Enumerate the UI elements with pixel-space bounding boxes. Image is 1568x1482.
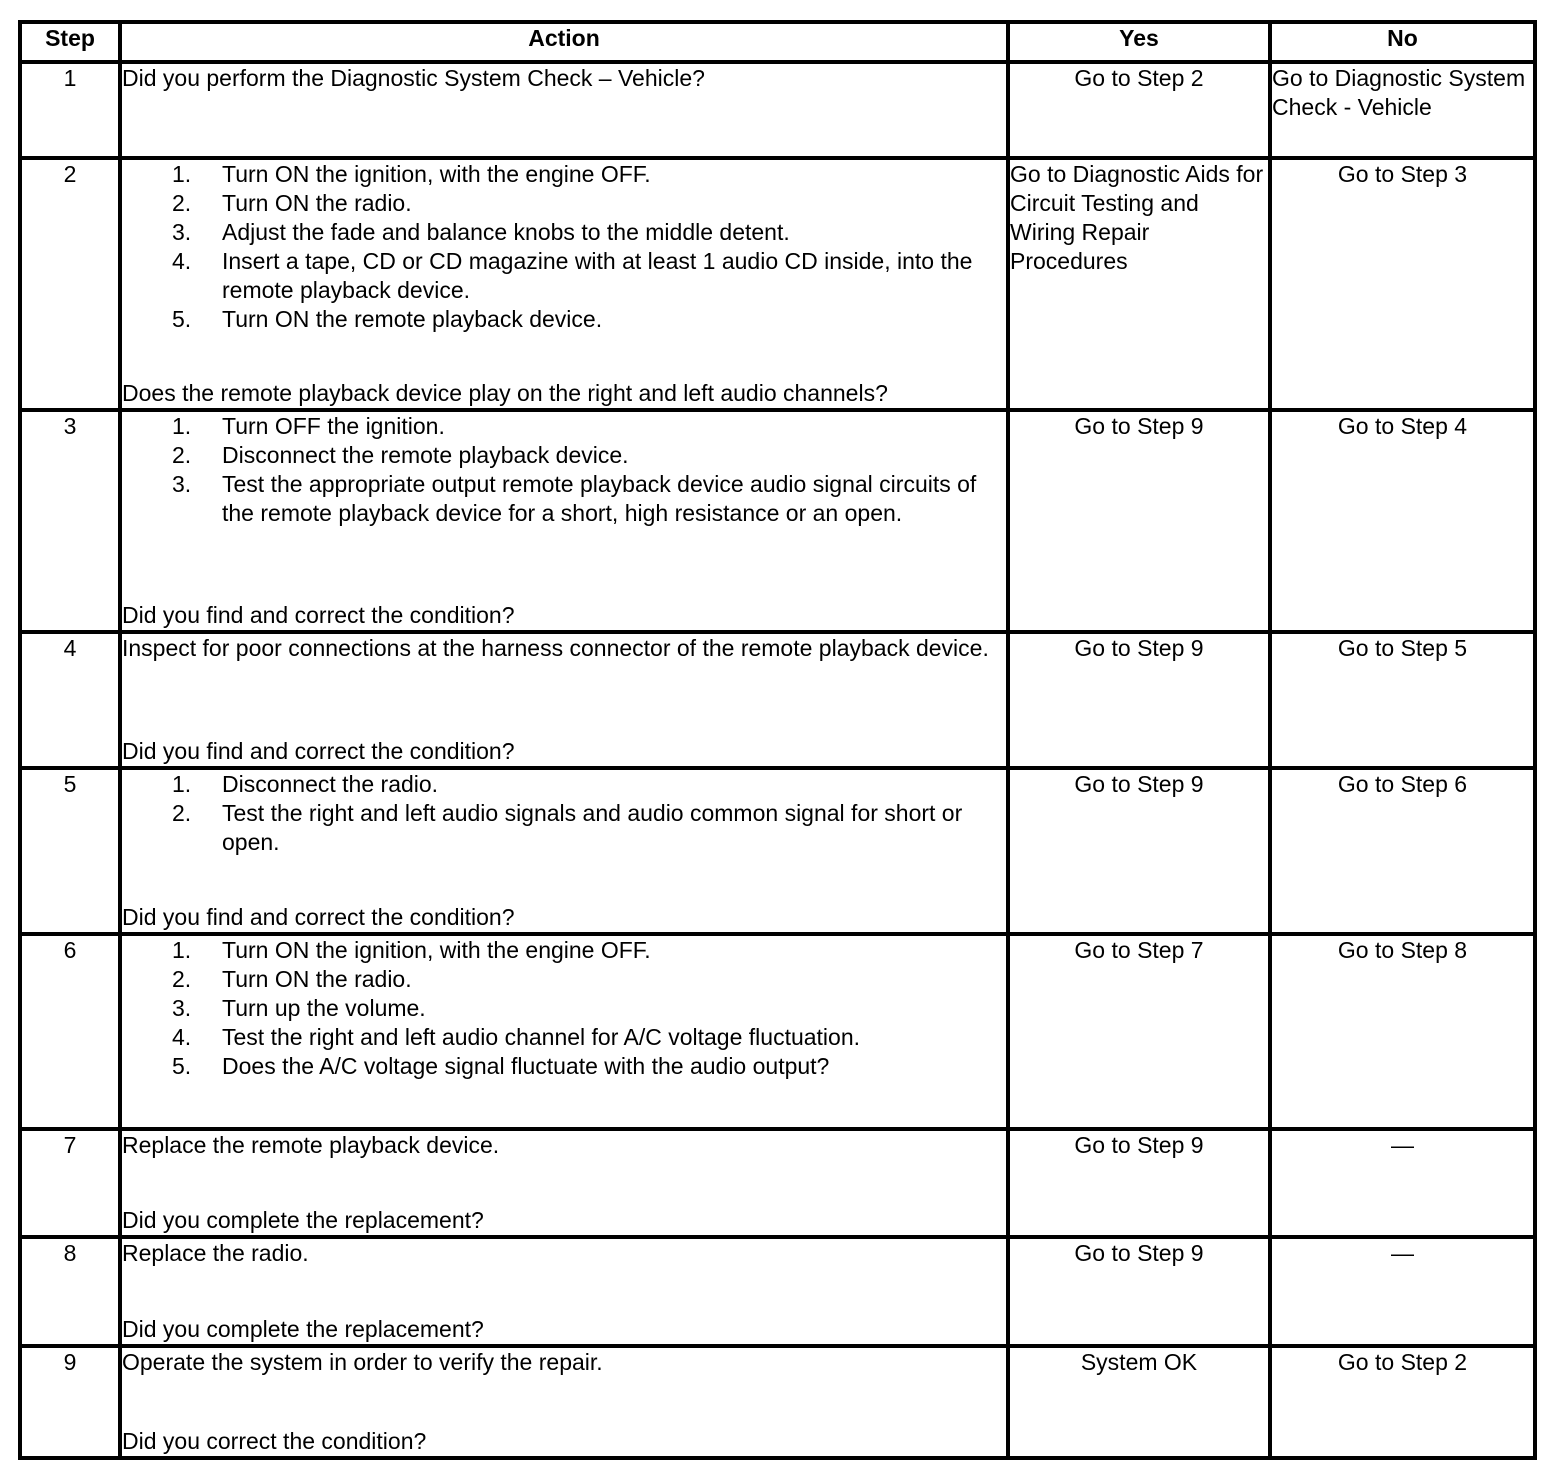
action-cell — [120, 1237, 1008, 1346]
list-item-text: Turn ON the remote playback device. — [222, 306, 603, 332]
action-question: Did you find and correct the condition? — [122, 602, 515, 628]
table-row — [20, 410, 1535, 632]
list-item-number: 2. — [172, 966, 192, 992]
action-cell — [120, 768, 1008, 934]
list-item-text: Test the appropriate output remote playback device audio signal circuits of the remote playback device for a short, high resistance or an open. — [222, 471, 977, 526]
list-item-number: 5. — [172, 1053, 192, 1079]
action-content — [122, 634, 1006, 766]
action-cell — [120, 1346, 1008, 1458]
list-item-number: 2. — [172, 190, 192, 216]
step-number: 9 — [20, 1346, 120, 1458]
table-row — [20, 158, 1535, 410]
no-result: Go to Step 2 — [1270, 1346, 1535, 1458]
action-top — [122, 634, 1006, 663]
list-item-text: Test the right and left audio signals and audio common signal for short or open. — [222, 800, 963, 855]
list-item-text: Turn ON the ignition, with the engine OFF. — [222, 161, 651, 187]
action-content — [122, 64, 1006, 156]
action-text: Replace the radio. — [122, 1240, 309, 1266]
action-top — [122, 936, 1006, 1081]
list-item — [172, 1023, 1006, 1052]
action-cell — [120, 1129, 1008, 1237]
list-item — [172, 412, 1006, 441]
table-row — [20, 1346, 1535, 1458]
list-item-text: Insert a tape, CD or CD magazine with at least 1 audio CD inside, into the remote playback device. — [222, 248, 973, 303]
list-item — [172, 218, 1006, 247]
no-result: Go to Step 5 — [1270, 632, 1535, 768]
list-item-number: 1. — [172, 161, 192, 187]
list-item — [172, 770, 1006, 799]
list-item-number: 5. — [172, 306, 192, 332]
list-item-number: 1. — [172, 937, 192, 963]
list-item — [172, 799, 1006, 857]
step-number: 2 — [20, 158, 120, 410]
step-number: 7 — [20, 1129, 120, 1237]
list-item-number: 3. — [172, 995, 192, 1021]
list-item — [172, 189, 1006, 218]
list-item-text: Adjust the fade and balance knobs to the middle detent. — [222, 219, 790, 245]
no-result: Go to Step 4 — [1270, 410, 1535, 632]
action-content — [122, 160, 1006, 408]
action-text: Operate the system in order to verify the repair. — [122, 1349, 603, 1375]
list-item-number: 4. — [172, 1024, 192, 1050]
list-item-text: Turn up the volume. — [222, 995, 426, 1021]
action-top — [122, 1239, 1006, 1268]
action-question: Did you correct the condition? — [122, 1428, 427, 1454]
action-list — [122, 160, 1006, 334]
list-item — [172, 247, 1006, 305]
no-result: — — [1270, 1129, 1535, 1237]
yes-result: Go to Step 9 — [1008, 410, 1270, 632]
action-top — [122, 1131, 1006, 1160]
list-item-text: Test the right and left audio channel for A/C voltage fluctuation. — [222, 1024, 861, 1050]
list-item-number: 1. — [172, 771, 192, 797]
yes-result: Go to Step 9 — [1008, 632, 1270, 768]
list-item-text: Turn ON the radio. — [222, 966, 412, 992]
step-number: 5 — [20, 768, 120, 934]
action-list — [122, 412, 1006, 528]
no-result: Go to Diagnostic System Check - Vehicle — [1270, 62, 1535, 158]
no-result: Go to Step 6 — [1270, 768, 1535, 934]
yes-result: Go to Diagnostic Aids for Circuit Testing and Wiring Repair Procedures — [1008, 158, 1270, 410]
action-question: Did you complete the replacement? — [122, 1316, 484, 1342]
list-item — [172, 965, 1006, 994]
action-cell — [120, 62, 1008, 158]
list-item-text: Turn ON the radio. — [222, 190, 412, 216]
list-item-number: 2. — [172, 442, 192, 468]
table-row — [20, 632, 1535, 768]
action-content — [122, 770, 1006, 932]
table-row — [20, 934, 1535, 1129]
action-text: Did you perform the Diagnostic System Check – Vehicle? — [122, 65, 705, 91]
yes-result: System OK — [1008, 1346, 1270, 1458]
action-content — [122, 412, 1006, 630]
table-row — [20, 768, 1535, 934]
action-cell — [120, 410, 1008, 632]
header-step: Step — [20, 22, 120, 62]
table-row — [20, 1129, 1535, 1237]
header-action: Action — [120, 22, 1008, 62]
no-result: Go to Step 8 — [1270, 934, 1535, 1129]
yes-result: Go to Step 9 — [1008, 1129, 1270, 1237]
action-content — [122, 936, 1006, 1127]
header-no: No — [1270, 22, 1535, 62]
action-content — [122, 1348, 1006, 1456]
list-item — [172, 994, 1006, 1023]
action-top — [122, 412, 1006, 528]
yes-result: Go to Step 9 — [1008, 768, 1270, 934]
list-item — [172, 936, 1006, 965]
action-text: Replace the remote playback device. — [122, 1132, 500, 1158]
header-yes: Yes — [1008, 22, 1270, 62]
action-list — [122, 936, 1006, 1081]
step-number: 4 — [20, 632, 120, 768]
table-row — [20, 1237, 1535, 1346]
list-item-text: Turn ON the ignition, with the engine OFF. — [222, 937, 651, 963]
step-number: 8 — [20, 1237, 120, 1346]
action-cell — [120, 632, 1008, 768]
step-number: 6 — [20, 934, 120, 1129]
list-item-number: 3. — [172, 219, 192, 245]
list-item-number: 2. — [172, 800, 192, 826]
action-list — [122, 770, 1006, 857]
action-content — [122, 1131, 1006, 1235]
action-question: Did you complete the replacement? — [122, 1207, 484, 1233]
list-item-text: Disconnect the remote playback device. — [222, 442, 629, 468]
step-number: 1 — [20, 62, 120, 158]
no-result: Go to Step 3 — [1270, 158, 1535, 410]
action-cell — [120, 934, 1008, 1129]
list-item — [172, 1052, 1006, 1081]
action-question: Did you find and correct the condition? — [122, 904, 515, 930]
action-cell — [120, 158, 1008, 410]
list-item — [172, 470, 1006, 528]
list-item-number: 4. — [172, 248, 192, 274]
action-question: Does the remote playback device play on the right and left audio channels? — [122, 380, 888, 406]
yes-result: Go to Step 7 — [1008, 934, 1270, 1129]
list-item-text: Turn OFF the ignition. — [222, 413, 445, 439]
list-item-text: Disconnect the radio. — [222, 771, 439, 797]
yes-result: Go to Step 9 — [1008, 1237, 1270, 1346]
table-body — [20, 62, 1535, 1458]
list-item-number: 3. — [172, 471, 192, 497]
action-text: Inspect for poor connections at the harness connector of the remote playback device. — [122, 635, 989, 661]
yes-result: Go to Step 2 — [1008, 62, 1270, 158]
list-item — [172, 441, 1006, 470]
step-number: 3 — [20, 410, 120, 632]
action-top — [122, 160, 1006, 334]
table-row — [20, 62, 1535, 158]
action-question: Did you find and correct the condition? — [122, 738, 515, 764]
action-top — [122, 64, 1006, 93]
list-item — [172, 160, 1006, 189]
action-content — [122, 1239, 1006, 1344]
no-result: — — [1270, 1237, 1535, 1346]
list-item — [172, 305, 1006, 334]
action-top — [122, 1348, 1006, 1377]
list-item-text: Does the A/C voltage signal fluctuate with the audio output? — [222, 1053, 830, 1079]
list-item-number: 1. — [172, 413, 192, 439]
header-row — [20, 22, 1535, 62]
action-top — [122, 770, 1006, 857]
diagnostic-table — [18, 20, 1537, 1460]
